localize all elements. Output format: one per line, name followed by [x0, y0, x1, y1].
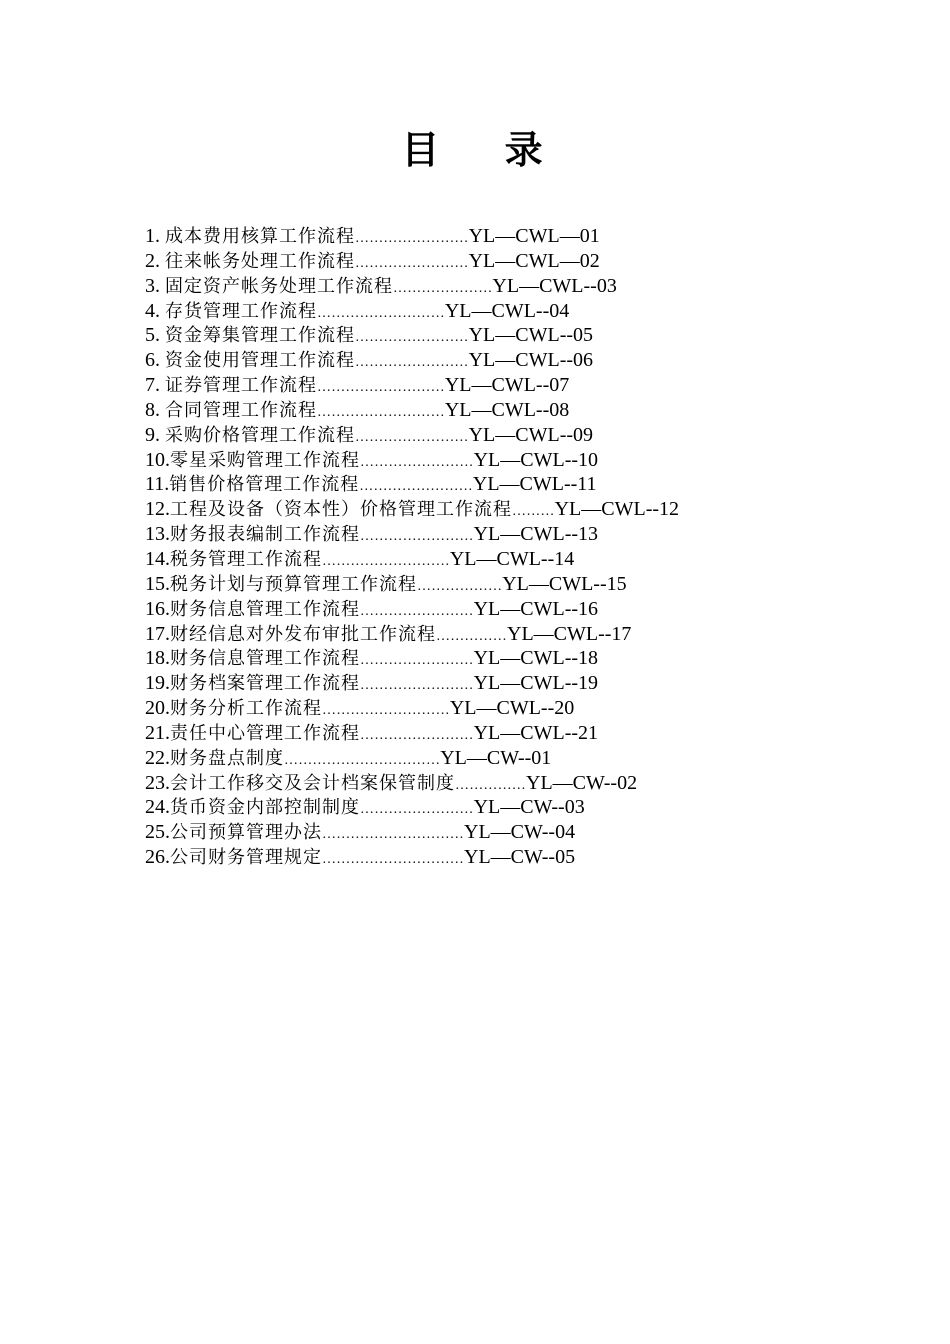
- toc-entry[interactable]: [145, 671, 865, 696]
- toc-entry-leader: ………………: [417, 578, 503, 594]
- toc-entry-number: 3.: [145, 274, 165, 297]
- toc-entry-leader: ……………………: [355, 231, 469, 246]
- toc-entry-label: 零星采购管理工作流程: [170, 449, 360, 471]
- toc-entry[interactable]: [145, 522, 865, 547]
- toc-entry[interactable]: [145, 547, 865, 572]
- toc-entry-label: 责任中心管理工作流程: [170, 722, 360, 744]
- toc-entry[interactable]: [145, 795, 865, 820]
- toc-entry[interactable]: [145, 820, 865, 845]
- toc-entry[interactable]: [145, 348, 865, 373]
- toc-entry-number: 4.: [145, 299, 165, 322]
- toc-entry[interactable]: [145, 299, 865, 324]
- toc-entry-number: 6.: [145, 349, 165, 372]
- toc-entry-code: YL—CW--01: [440, 746, 552, 769]
- toc-entry-number: 17.: [145, 622, 170, 645]
- toc-entry-number: 20.: [145, 697, 170, 720]
- toc-entry-label: 资金筹集管理工作流程: [165, 325, 355, 347]
- toc-entry-label: 财务信息管理工作流程: [170, 598, 360, 620]
- toc-entry-leader: ………………………: [322, 553, 450, 569]
- toc-entry[interactable]: [145, 274, 865, 299]
- toc-entry-leader: ………………………: [322, 703, 450, 719]
- toc-entry-leader: ……………………………: [284, 752, 441, 768]
- toc-entry[interactable]: [145, 622, 865, 647]
- toc-entry-code: YL—CW--04: [464, 821, 576, 844]
- toc-entry-code: YL—CWL--17: [507, 622, 632, 645]
- toc-entry-leader: ………………………: [317, 305, 445, 321]
- toc-entry-label: 往来帐务处理工作流程: [165, 250, 355, 272]
- toc-entry-leader: ……………………: [355, 429, 469, 445]
- toc-entry-code: YL—CWL--07: [444, 374, 570, 397]
- toc-entry-number: 16.: [145, 597, 170, 620]
- toc-entry-number: 1.: [145, 225, 165, 247]
- toc-entry-code: YL—CWL--13: [473, 523, 599, 546]
- toc-entry-code: YL—CWL--06: [468, 349, 594, 372]
- toc-entry-leader: ……………………: [359, 479, 473, 495]
- toc-entry[interactable]: [145, 497, 865, 522]
- toc-entry-leader: ……………………: [360, 678, 474, 694]
- toc-entry-leader: ……………………: [360, 727, 474, 743]
- toc-entry-code: YL—CWL--08: [444, 398, 570, 421]
- toc-entry-label: 工程及设备（资本性）价格管理工作流程: [170, 499, 512, 521]
- toc-entry-number: 22.: [145, 746, 170, 769]
- toc-entry-label: 资金使用管理工作流程: [165, 350, 355, 372]
- toc-entry[interactable]: [145, 448, 865, 473]
- toc-entry-number: 12.: [145, 498, 170, 521]
- toc-entry-leader: …………………………: [322, 827, 464, 843]
- toc-entry[interactable]: [145, 249, 865, 274]
- toc-entry-leader: …………………: [393, 280, 493, 296]
- toc-entry-number: 14.: [145, 547, 170, 570]
- page-title: 目 录: [401, 128, 569, 172]
- toc-entry-label: 税务管理工作流程: [170, 548, 322, 570]
- toc-entry-code: YL—CW--03: [473, 796, 585, 819]
- toc-entry-label: 会计工作移交及会计档案保管制度: [170, 772, 455, 794]
- toc-entry-code: YL—CWL--11: [472, 473, 597, 496]
- toc-entry-number: 11.: [145, 473, 170, 496]
- toc-entry-leader: …………………………: [322, 852, 464, 868]
- toc-entry-code: YL—CW--05: [464, 846, 576, 869]
- toc-entry-code: YL—CWL--09: [468, 423, 594, 446]
- table-of-contents: [145, 224, 865, 870]
- toc-entry-label: 税务计划与预算管理工作流程: [170, 573, 417, 595]
- toc-entry-label: 财务报表编制工作流程: [170, 524, 360, 546]
- toc-entry-label: 货币资金内部控制制度: [170, 797, 360, 819]
- toc-entry-number: 8.: [145, 398, 165, 421]
- toc-entry-code: YL—CWL--10: [473, 448, 599, 471]
- toc-entry-leader: ……………: [436, 628, 507, 644]
- toc-entry-leader: ……………………: [360, 802, 474, 818]
- toc-entry[interactable]: [145, 572, 865, 597]
- toc-entry-leader: ……………………: [360, 653, 474, 669]
- toc-entry-label: 公司预算管理办法: [170, 822, 322, 844]
- toc-entry-code: YL—CWL--03: [492, 274, 617, 297]
- toc-entry[interactable]: [145, 224, 865, 249]
- toc-entry-leader: ……………………: [355, 355, 469, 371]
- toc-entry-code: YL—CWL--04: [444, 299, 570, 322]
- toc-entry[interactable]: [145, 721, 865, 746]
- toc-entry-leader: ……………………: [355, 330, 469, 346]
- toc-entry-label: 存货管理工作流程: [165, 300, 317, 322]
- toc-entry-leader: ……………: [455, 777, 526, 793]
- toc-entry-code: YL—CWL--12: [554, 498, 680, 521]
- toc-entry[interactable]: [145, 597, 865, 622]
- toc-entry-code: YL—CWL--05: [468, 324, 594, 347]
- toc-entry-label: 证券管理工作流程: [165, 375, 317, 397]
- toc-entry-code: YL—CWL--21: [473, 721, 599, 744]
- toc-entry-label: 成本费用核算工作流程: [165, 226, 355, 247]
- toc-entry[interactable]: [145, 398, 865, 423]
- toc-entry-leader: ……………………: [360, 603, 474, 619]
- toc-entry-label: 固定资产帐务处理工作流程: [165, 275, 393, 297]
- toc-entry-label: 销售价格管理工作流程: [169, 474, 360, 496]
- toc-entry-number: 24.: [145, 796, 170, 819]
- toc-entry-label: 公司财务管理规定: [170, 847, 322, 869]
- toc-entry-code: YL—CWL--15: [502, 572, 627, 595]
- toc-entry[interactable]: [145, 646, 865, 671]
- toc-entry-code: YL—CWL—01: [468, 225, 600, 247]
- toc-entry-number: 10.: [145, 448, 170, 471]
- toc-entry[interactable]: [145, 845, 865, 870]
- toc-entry-code: YL—CWL--20: [449, 697, 575, 720]
- toc-entry-label: 财务信息管理工作流程: [170, 648, 360, 670]
- toc-entry[interactable]: [145, 771, 865, 796]
- toc-entry-leader: ………………………: [317, 380, 445, 396]
- toc-entry-leader: ……………………: [360, 454, 474, 470]
- toc-entry-number: 2.: [145, 249, 165, 272]
- toc-entry-leader: ………: [512, 504, 555, 520]
- toc-entry-number: 13.: [145, 523, 170, 546]
- toc-entry-number: 19.: [145, 672, 170, 695]
- toc-entry-code: YL—CW--02: [526, 771, 638, 794]
- toc-entry-code: YL—CWL—02: [468, 249, 600, 272]
- toc-entry-number: 9.: [145, 423, 165, 446]
- toc-entry-label: 采购价格管理工作流程: [165, 424, 355, 446]
- toc-entry-label: 合同管理工作流程: [165, 399, 317, 421]
- toc-entry-number: 5.: [145, 324, 165, 347]
- toc-entry-number: 18.: [145, 647, 170, 670]
- toc-entry-leader: ………………………: [317, 404, 445, 420]
- toc-entry-code: YL—CWL--14: [449, 547, 575, 570]
- toc-entry-leader: ……………………: [360, 529, 474, 545]
- toc-entry-code: YL—CWL--16: [473, 597, 599, 620]
- toc-entry[interactable]: [145, 373, 865, 398]
- toc-entry[interactable]: [145, 696, 865, 721]
- toc-entry[interactable]: [145, 423, 865, 448]
- toc-entry[interactable]: [145, 323, 865, 348]
- toc-entry-number: 25.: [145, 821, 170, 844]
- toc-entry-leader: ……………………: [355, 255, 469, 271]
- toc-entry-number: 15.: [145, 572, 170, 595]
- toc-entry-number: 7.: [145, 374, 165, 397]
- toc-entry-code: YL—CWL--19: [473, 672, 599, 695]
- toc-entry-label: 财务分析工作流程: [170, 698, 322, 720]
- toc-entry-label: 财务档案管理工作流程: [170, 673, 360, 695]
- toc-entry[interactable]: [145, 472, 865, 497]
- toc-entry-label: 财经信息对外发布审批工作流程: [170, 623, 436, 645]
- toc-entry-label: 财务盘点制度: [170, 747, 284, 769]
- toc-entry-code: YL—CWL--18: [473, 647, 599, 670]
- toc-entry-number: 23.: [145, 771, 170, 794]
- toc-entry-number: 21.: [145, 721, 170, 744]
- toc-entry[interactable]: [145, 746, 865, 771]
- toc-entry-number: 26.: [145, 846, 170, 869]
